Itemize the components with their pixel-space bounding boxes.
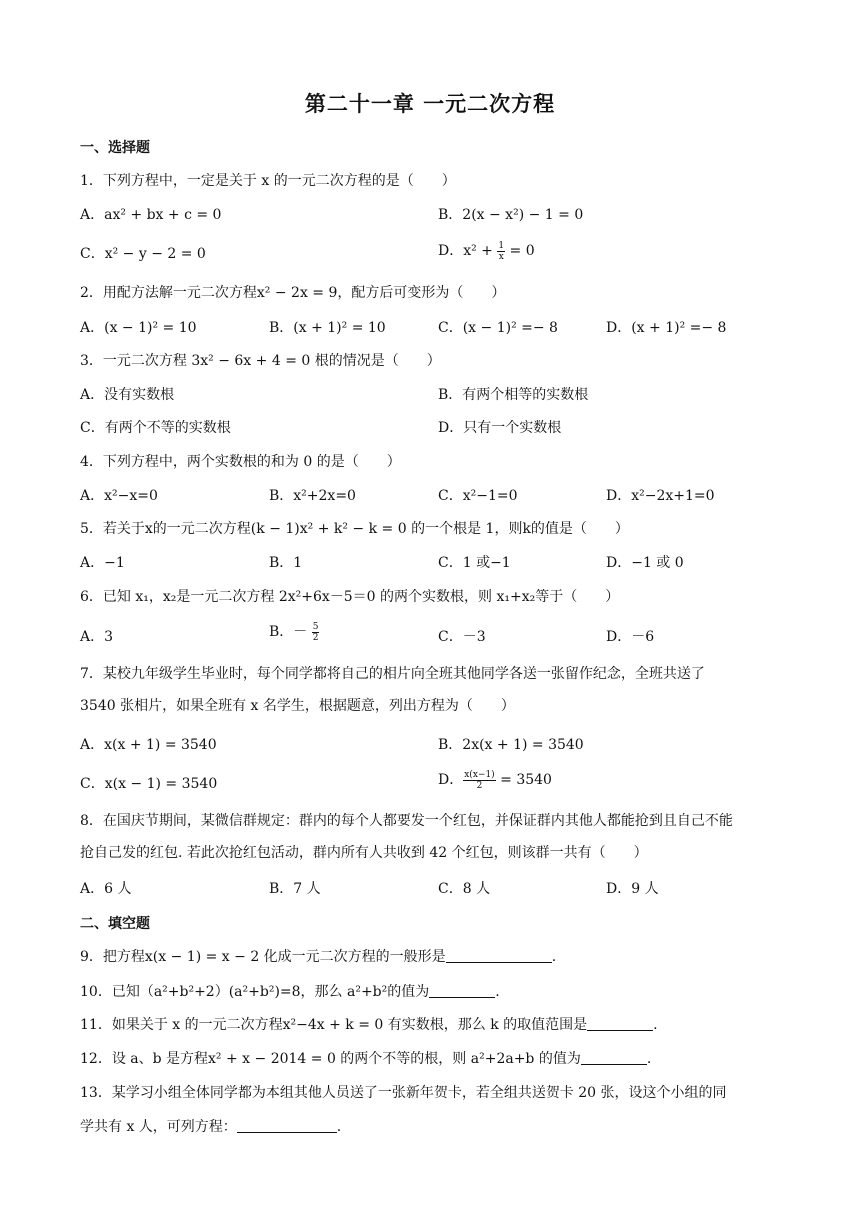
answer-blank[interactable] <box>587 1016 653 1031</box>
question-4-stem: 4．下列方程中，两个实数根的和为 0 的是（ ） <box>80 454 401 470</box>
question-4-option-b: B．x²+2x=0 <box>269 488 356 504</box>
question-9 <box>80 946 740 966</box>
question-5-option-a: A．−1 <box>80 555 125 571</box>
question-6-option-c: C．－3 <box>438 629 486 645</box>
question-7-option-d <box>438 769 552 791</box>
question-5-option-d: D．−1 或 0 <box>606 555 684 571</box>
question-6-option-b-prefix: B．－ <box>269 624 308 640</box>
question-12-end: . <box>646 1051 652 1067</box>
question-6-option-d: D．－6 <box>606 629 655 645</box>
question-9-stem: 9．把方程x(x − 1) = x − 2 化成一元二次方程的一般形是 <box>80 949 446 965</box>
question-13-end: . <box>336 1119 342 1135</box>
question-12 <box>80 1048 740 1068</box>
question-1-option-a: A．ax² + bx + c = 0 <box>80 207 222 223</box>
question-5-stem: 5．若关于x的一元二次方程(k − 1)x² + k² − k = 0 的一个根是 1，则k的值是（ ） <box>80 521 629 537</box>
page-title: 第二十一章 一元二次方程 <box>304 92 556 116</box>
question-3-option-a: A．没有实数根 <box>80 387 175 403</box>
question-5-option-c: C．1 或−1 <box>438 555 511 571</box>
question-4-option-c: C．x²−1=0 <box>438 488 518 504</box>
question-3-option-b: B．有两个相等的实数根 <box>438 387 589 403</box>
question-6-option-a: A．3 <box>80 629 114 645</box>
fraction-denominator: x <box>498 251 504 262</box>
fraction-denominator: 2 <box>476 780 483 791</box>
question-6-option-b <box>269 621 319 643</box>
question-7-stem: 7．某校九年级学生毕业时，每个同学都将自己的相片向全班其他同学各送一张留作纪念，全班共送了 3540 张相片，如果全班有 x 名学生，根据题意，列出方程为（ ） <box>80 666 705 714</box>
question-2-option-c: C．(x − 1)² =− 8 <box>438 320 558 336</box>
fraction-numerator: 5 <box>312 621 319 632</box>
question-13-stem: 13．某学习小组全体同学都为本组其他人员送了一张新年贺卡，若全组共送贺卡 20 张，设这个小组的同学共有 x 人，可列方程： <box>80 1085 727 1135</box>
section-heading-choice: 一、选择题 <box>80 140 150 156</box>
question-7-option-d-suffix: = 3540 <box>495 772 552 788</box>
question-1-stem: 1．下列方程中，一定是关于 x 的一元二次方程的是（ ） <box>80 173 456 189</box>
question-3-stem: 3．一元二次方程 3x² − 6x + 4 = 0 根的情况是（ ） <box>80 353 441 369</box>
question-1-option-c: C．x² − y − 2 = 0 <box>80 246 206 262</box>
question-1-option-d-prefix: D．x² + <box>438 243 498 259</box>
question-6-stem: 6．已知 x₁，x₂是一元二次方程 2x²+6x－5＝0 的两个实数根，则 x₁+x₂等于（ ） <box>80 589 620 605</box>
question-8-option-d: D．9 人 <box>606 881 659 897</box>
answer-blank[interactable] <box>446 948 552 963</box>
question-12-stem: 12．设 a、b 是方程x² + x − 2014 = 0 的两个不等的根，则 a²+2a+b 的值为 <box>80 1051 581 1067</box>
question-10 <box>80 981 740 1001</box>
question-4-option-a: A．x²−x=0 <box>80 488 158 504</box>
section-heading-fill-blank: 二、填空题 <box>80 916 150 932</box>
fraction <box>463 770 495 791</box>
answer-blank[interactable] <box>581 1050 647 1065</box>
question-13 <box>80 1076 740 1144</box>
question-3-option-c: C．有两个不等的实数根 <box>80 420 231 436</box>
question-2-stem: 2．用配方法解一元二次方程x² − 2x = 9，配方后可变形为（ ） <box>80 285 506 301</box>
question-7-option-d-prefix: D． <box>438 772 464 788</box>
question-1-option-d-suffix: = 0 <box>505 243 535 259</box>
fraction <box>312 622 320 643</box>
question-1-option-d <box>438 240 535 262</box>
question-7-option-b: B．2x(x + 1) = 3540 <box>438 737 584 753</box>
question-8-option-a: A．6 人 <box>80 881 132 897</box>
question-7-option-c: C．x(x − 1) = 3540 <box>80 776 218 792</box>
question-2-option-d: D．(x + 1)² =− 8 <box>606 320 727 336</box>
question-10-stem: 10．已知（a²+b²+2）(a²+b²)=8，那么 a²+b²的值为 <box>80 984 430 1000</box>
question-5-option-b: B．1 <box>269 555 303 571</box>
fraction-numerator: 1 <box>498 240 505 251</box>
question-11-end: . <box>653 1017 658 1033</box>
question-9-end: . <box>551 949 557 965</box>
question-1-option-b: B．2(x − x²) − 1 = 0 <box>438 207 584 223</box>
fraction-denominator: 2 <box>312 632 319 643</box>
fraction <box>497 241 505 262</box>
question-4-option-d: D．x²−2x+1=0 <box>606 488 715 504</box>
question-8-stem: 8．在国庆节期间，某微信群规定：群内的每个人都要发一个红包，并保证群内其他人都能抢到且自己不能抢自己发的红包. 若此次抢红包活动，群内所有人共收到 42 个红包，则该群一共有（ ） <box>80 813 733 861</box>
question-7-option-a: A．x(x + 1) = 3540 <box>80 737 217 753</box>
question-11 <box>80 1014 740 1034</box>
question-2-option-b: B．(x + 1)² = 10 <box>269 320 386 336</box>
answer-blank[interactable] <box>429 983 495 998</box>
answer-blank[interactable] <box>237 1118 337 1133</box>
fraction-numerator: x(x−1) <box>464 769 495 780</box>
question-8-option-c: C．8 人 <box>438 881 491 897</box>
question-8-option-b: B．7 人 <box>269 881 321 897</box>
question-2-option-a: A．(x − 1)² = 10 <box>80 320 197 336</box>
question-10-end: . <box>495 984 500 1000</box>
question-3-option-d: D．只有一个实数根 <box>438 420 562 436</box>
question-11-stem: 11．如果关于 x 的一元二次方程x²−4x + k = 0 有实数根，那么 k 的取值范围是 <box>80 1017 588 1033</box>
